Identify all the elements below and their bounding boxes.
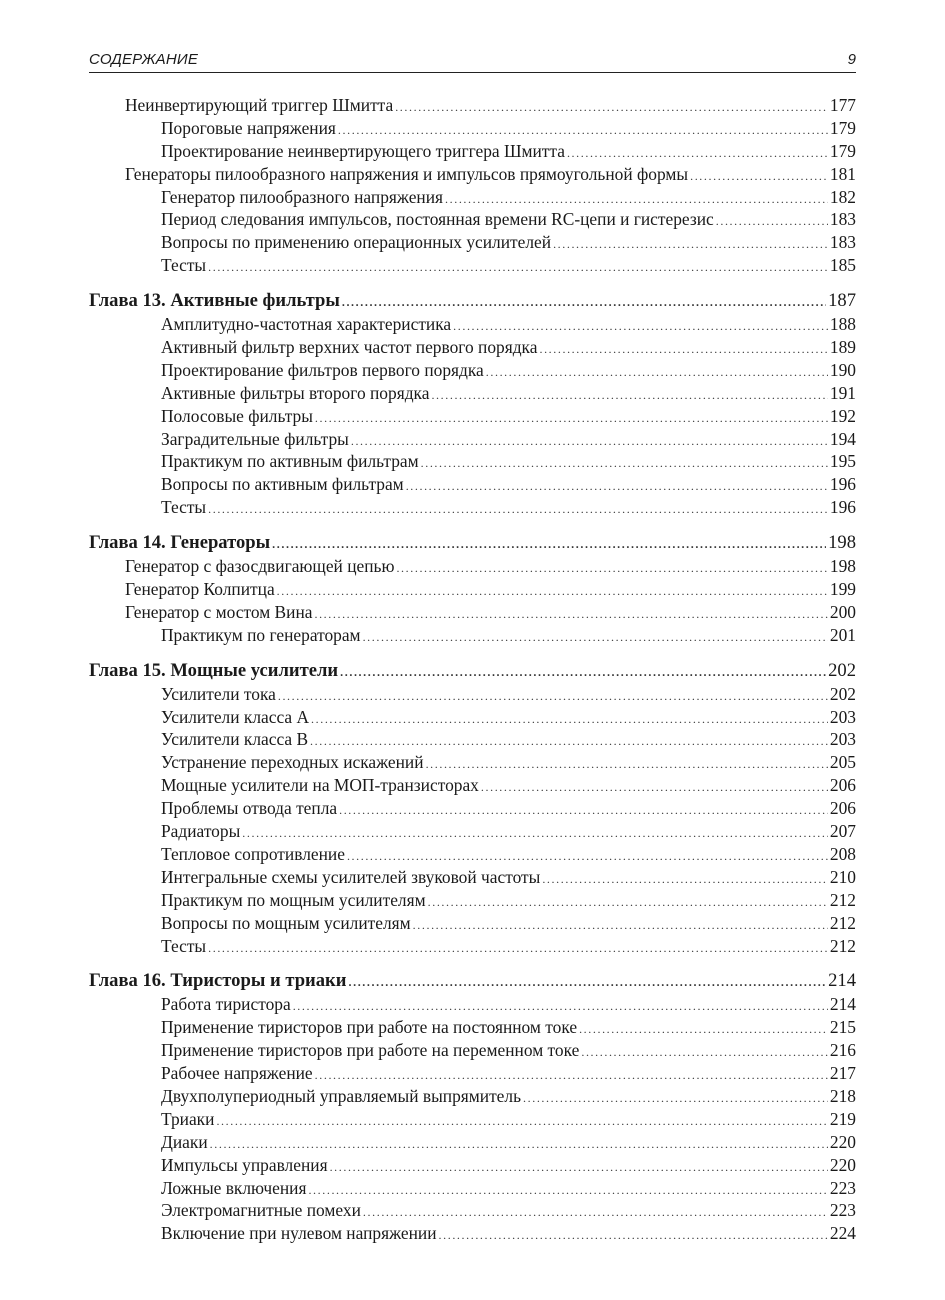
toc-entry[interactable] <box>89 254 856 277</box>
toc-entry-title: Тесты <box>161 255 207 276</box>
dot-leader <box>347 845 828 868</box>
toc-entry[interactable] <box>89 140 856 163</box>
dot-leader <box>395 96 828 119</box>
toc-entry[interactable] <box>89 208 856 231</box>
toc-entry[interactable] <box>89 163 856 186</box>
toc-entry[interactable] <box>89 1108 856 1131</box>
toc-entry-title: Интегральные схемы усилителей звуковой частоты <box>161 866 541 887</box>
toc-entry-title: Вопросы по мощным усилителям <box>161 912 411 933</box>
dot-leader <box>486 361 828 384</box>
toc-entry-title: Генератор пилообразного напряжения <box>161 186 444 207</box>
running-header <box>89 48 856 73</box>
dot-leader <box>690 165 828 188</box>
toc-entry-page: 206 <box>829 798 856 819</box>
dot-leader <box>342 290 826 314</box>
toc-entry-title: Генераторы пилообразного напряжения и импульсов прямоугольной формы <box>125 163 689 184</box>
toc-entry-page: 198 <box>829 556 856 577</box>
toc-entry-title: Период следования импульсов, постоянная времени RC-цепи и гистерезис <box>161 209 714 230</box>
toc-entry-title: Ложные включения <box>161 1177 307 1198</box>
toc-entry-page: 220 <box>829 1154 856 1175</box>
toc-entry[interactable] <box>89 1222 856 1245</box>
toc-entry-title: Активные фильтры второго порядка <box>161 382 430 403</box>
toc-entry-page: 216 <box>829 1040 856 1061</box>
toc-entry-page: 207 <box>829 821 856 842</box>
toc-entry-page: 187 <box>828 290 856 312</box>
toc-entry-title: Вопросы по применению операционных усилителей <box>161 232 552 253</box>
toc-entry-page: 198 <box>828 532 856 554</box>
toc-entry[interactable] <box>89 935 856 958</box>
toc-entry-title: Глава 16. Тиристоры и триаки <box>89 970 347 992</box>
dot-leader <box>453 315 828 338</box>
toc-entry-title: Устранение переходных искажений <box>161 752 424 773</box>
toc-entry[interactable] <box>89 450 856 473</box>
dot-leader <box>339 799 828 822</box>
dot-leader <box>567 142 828 165</box>
toc-entry-page: 218 <box>829 1085 856 1106</box>
toc-entry[interactable] <box>89 912 856 935</box>
toc-entry-page: 183 <box>829 232 856 253</box>
toc-entry-title: Вопросы по активным фильтрам <box>161 474 404 495</box>
toc-entry-title: Заградительные фильтры <box>161 428 349 449</box>
toc-entry-page: 212 <box>829 912 856 933</box>
toc-entry[interactable] <box>89 473 856 496</box>
dot-leader <box>542 868 828 891</box>
toc-entry-page: 196 <box>829 497 856 518</box>
toc-entry-title: Импульсы управления <box>161 1154 328 1175</box>
toc-entry-title: Усилители тока <box>161 683 276 704</box>
dot-leader <box>208 937 828 960</box>
dot-leader <box>272 532 826 556</box>
toc-entry-title: Амплитудно-частотная характеристика <box>161 314 452 335</box>
toc-entry-title: Триаки <box>161 1108 215 1129</box>
toc-entry-title: Практикум по активным фильтрам <box>161 451 419 472</box>
dot-leader <box>439 1224 828 1247</box>
toc-entry[interactable] <box>89 428 856 451</box>
toc-entry-page: 224 <box>829 1223 856 1244</box>
toc-entry-title: Тесты <box>161 935 207 956</box>
toc-entry-page: 219 <box>829 1108 856 1129</box>
toc-entry-page: 179 <box>829 117 856 138</box>
dot-leader <box>426 753 828 776</box>
toc-entry-page: 196 <box>829 474 856 495</box>
toc-entry[interactable] <box>89 683 856 706</box>
toc-entry[interactable] <box>89 313 856 336</box>
toc-entry-title: Работа тиристора <box>161 994 291 1015</box>
toc-entry[interactable] <box>89 94 856 117</box>
toc-entry-title: Усилители класса А <box>161 706 310 727</box>
toc-entry-page: 195 <box>829 451 856 472</box>
toc-entry-page: 217 <box>829 1063 856 1084</box>
toc-entry-title: Глава 14. Генераторы <box>89 532 271 554</box>
toc-entry-page: 212 <box>829 889 856 910</box>
toc-entry-title: Пороговые напряжения <box>161 117 336 138</box>
toc-entry-page: 223 <box>829 1200 856 1221</box>
toc-entry-page: 201 <box>829 624 856 645</box>
toc-entry[interactable] <box>89 578 856 601</box>
toc-entry-page: 202 <box>828 659 856 681</box>
header-page-number: 9 <box>847 51 856 68</box>
toc-entry-page: 220 <box>829 1131 856 1152</box>
toc-entry-title: Неинвертирующий триггер Шмитта <box>125 95 394 115</box>
toc-entry-page: 182 <box>829 186 856 207</box>
dot-leader <box>315 1064 828 1087</box>
toc-entry-page: 185 <box>829 255 856 276</box>
toc-entry[interactable] <box>89 866 856 889</box>
toc-entry-page: 214 <box>829 994 856 1015</box>
dot-leader <box>421 452 828 475</box>
toc-entry[interactable] <box>89 1199 856 1222</box>
toc-entry-title: Усилители класса В <box>161 729 309 750</box>
toc-entry-title: Тепловое сопротивление <box>161 843 345 864</box>
toc-entry[interactable] <box>89 336 856 359</box>
toc-entry-page: 215 <box>829 1017 856 1038</box>
toc-chapter-entry[interactable] <box>89 531 856 555</box>
toc-entry-page: 199 <box>829 579 856 600</box>
toc-entry[interactable] <box>89 1039 856 1062</box>
dot-leader <box>716 210 828 233</box>
toc-entry-page: 200 <box>829 601 856 622</box>
toc-entry[interactable] <box>89 231 856 254</box>
toc-entry-title: Проблемы отвода тепла <box>161 798 338 819</box>
toc-entry-page: 194 <box>829 428 856 449</box>
toc-entry-title: Полосовые фильтры <box>161 405 313 426</box>
toc-entry[interactable] <box>89 774 856 797</box>
dot-leader <box>363 626 828 649</box>
toc-entry-title: Мощные усилители на МОП-транзисторах <box>161 775 479 796</box>
toc-entry-title: Глава 13. Активные фильтры <box>89 290 340 312</box>
dot-leader <box>340 660 826 684</box>
dot-leader <box>308 1179 827 1202</box>
toc-entry[interactable] <box>89 359 856 382</box>
toc-entry[interactable] <box>89 706 856 729</box>
dot-leader <box>314 603 827 626</box>
dot-leader <box>579 1018 828 1041</box>
toc-entry-title: Применение тиристоров при работе на переменном токе <box>161 1040 580 1061</box>
toc-entry-page: 203 <box>829 706 856 727</box>
toc-entry[interactable] <box>89 1131 856 1154</box>
toc-entry-title: Рабочее напряжение <box>161 1063 313 1084</box>
toc-chapter-entry[interactable] <box>89 659 856 683</box>
toc-entry[interactable] <box>89 728 856 751</box>
toc-entry-title: Генератор с мостом Вина <box>125 601 313 622</box>
toc-entry[interactable] <box>89 820 856 843</box>
toc-entry-title: Проектирование фильтров первого порядка <box>161 359 484 380</box>
toc-entry[interactable] <box>89 1062 856 1085</box>
toc-entry[interactable] <box>89 601 856 624</box>
dot-leader <box>523 1087 828 1110</box>
toc-entry[interactable] <box>89 993 856 1016</box>
dot-leader <box>278 685 828 708</box>
dot-leader <box>210 1133 828 1156</box>
dot-leader <box>208 256 828 279</box>
toc-entry[interactable] <box>89 382 856 405</box>
toc-entry-page: 177 <box>829 95 856 115</box>
toc-entry[interactable] <box>89 1154 856 1177</box>
toc-entry-title: Двухполупериодный управляемый выпрямитель <box>161 1085 522 1106</box>
toc-entry-title: Диаки <box>161 1131 208 1152</box>
toc-entry-page: 205 <box>829 752 856 773</box>
dot-leader <box>481 776 828 799</box>
dot-leader <box>208 498 828 521</box>
toc-entry[interactable] <box>89 843 856 866</box>
toc-entry[interactable] <box>89 889 856 912</box>
toc-entry-page: 210 <box>829 866 856 887</box>
toc-entry[interactable] <box>89 1016 856 1039</box>
toc-entry-title: Проектирование неинвертирующего триггера Шмитта <box>161 140 565 161</box>
toc-entry[interactable] <box>89 186 856 209</box>
toc-entry-page: 191 <box>829 382 856 403</box>
dot-leader <box>539 338 827 361</box>
dot-leader <box>330 1156 828 1179</box>
table-of-contents <box>89 94 856 1245</box>
toc-entry-title: Глава 15. Мощные усилители <box>89 659 339 681</box>
toc-entry-title: Применение тиристоров при работе на постоянном токе <box>161 1017 578 1038</box>
dot-leader <box>338 119 828 142</box>
toc-entry-page: 188 <box>829 314 856 335</box>
toc-entry[interactable] <box>89 496 856 519</box>
dot-leader <box>553 233 828 256</box>
toc-entry-page: 223 <box>829 1177 856 1198</box>
toc-entry-page: 212 <box>829 935 856 956</box>
dot-leader <box>413 914 828 937</box>
toc-entry[interactable] <box>89 555 856 578</box>
dot-leader <box>445 188 828 211</box>
toc-entry-title: Включение при нулевом напряжении <box>161 1223 437 1244</box>
toc-entry[interactable] <box>89 751 856 774</box>
dot-leader <box>581 1041 828 1064</box>
dot-leader <box>406 475 828 498</box>
dot-leader <box>277 580 828 603</box>
toc-entry[interactable] <box>89 117 856 140</box>
toc-entry-page: 179 <box>829 140 856 161</box>
dot-leader <box>293 995 828 1018</box>
toc-entry[interactable] <box>89 797 856 820</box>
toc-entry-title: Генератор Колпитца <box>125 579 275 600</box>
toc-entry-title: Активный фильтр верхних частот первого порядка <box>161 337 538 358</box>
toc-entry-title: Практикум по мощным усилителям <box>161 889 426 910</box>
header-title: СОДЕРЖАНИЕ <box>89 51 199 68</box>
toc-entry-title: Практикум по генераторам <box>161 624 361 645</box>
dot-leader <box>311 708 828 731</box>
toc-entry[interactable] <box>89 405 856 428</box>
toc-entry-title: Радиаторы <box>161 821 241 842</box>
dot-leader <box>310 730 828 753</box>
toc-entry-page: 208 <box>829 843 856 864</box>
dot-leader <box>349 970 827 994</box>
dot-leader <box>242 822 828 845</box>
toc-entry-page: 203 <box>829 729 856 750</box>
toc-entry-page: 190 <box>829 359 856 380</box>
toc-entry-page: 206 <box>829 775 856 796</box>
toc-entry-page: 181 <box>829 163 856 184</box>
toc-entry-page: 192 <box>829 405 856 426</box>
toc-entry-title: Генератор с фазосдвигающей цепью <box>125 556 395 577</box>
dot-leader <box>315 407 828 430</box>
dot-leader <box>428 891 828 914</box>
toc-entry[interactable] <box>89 1085 856 1108</box>
toc-entry-title: Электромагнитные помехи <box>161 1200 361 1221</box>
toc-entry[interactable] <box>89 624 856 647</box>
dot-leader <box>363 1201 828 1224</box>
toc-chapter-entry[interactable] <box>89 289 856 313</box>
dot-leader <box>216 1110 827 1133</box>
toc-entry-page: 202 <box>829 683 856 704</box>
toc-chapter-entry[interactable] <box>89 969 856 993</box>
toc-entry-page: 189 <box>829 337 856 358</box>
toc-entry-page: 183 <box>829 209 856 230</box>
toc-entry-page: 214 <box>828 970 856 992</box>
dot-leader <box>431 384 827 407</box>
toc-entry[interactable] <box>89 1177 856 1200</box>
toc-entry-title: Тесты <box>161 497 207 518</box>
dot-leader <box>351 430 828 453</box>
dot-leader <box>396 557 827 580</box>
